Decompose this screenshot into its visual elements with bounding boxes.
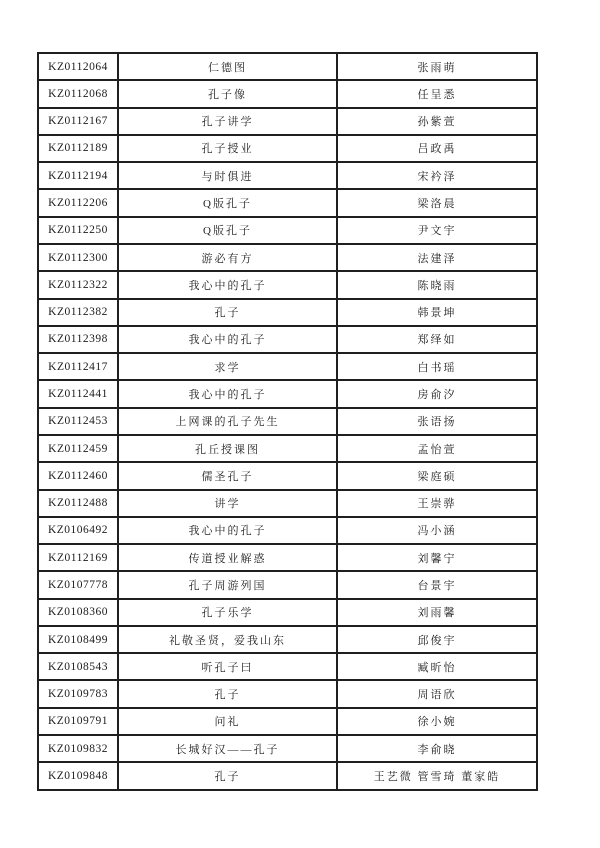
entry-id-cell: KZ0112169 — [38, 544, 118, 571]
title-cell: 孔子乐学 — [118, 599, 337, 626]
title-cell: 礼敬圣贤，爱我山东 — [118, 626, 337, 653]
title-cell: 上网课的孔子先生 — [118, 408, 337, 435]
entry-id-cell: KZ0112068 — [38, 80, 118, 107]
entry-id-cell: KZ0112167 — [38, 108, 118, 135]
title-cell: 儒圣孔子 — [118, 462, 337, 489]
title-cell: 游必有方 — [118, 244, 337, 271]
entry-id-cell: KZ0112189 — [38, 135, 118, 162]
title-cell: 传道授业解惑 — [118, 544, 337, 571]
title-cell: 求学 — [118, 353, 337, 380]
title-cell: 仁德图 — [118, 53, 337, 80]
table-row — [38, 217, 537, 244]
entry-id-cell: KZ0107778 — [38, 571, 118, 598]
author-cell: 梁洛晨 — [337, 189, 537, 216]
table-row — [38, 680, 537, 707]
table-row — [38, 653, 537, 680]
title-cell: 孔子 — [118, 299, 337, 326]
table-row — [38, 135, 537, 162]
entry-id-cell: KZ0112453 — [38, 408, 118, 435]
table-row — [38, 108, 537, 135]
table-row — [38, 435, 537, 462]
author-cell: 王崇骅 — [337, 490, 537, 517]
table-row — [38, 544, 537, 571]
entry-id-cell: KZ0109783 — [38, 680, 118, 707]
author-cell: 法建泽 — [337, 244, 537, 271]
entry-id-cell: KZ0106492 — [38, 517, 118, 544]
table-row — [38, 53, 537, 80]
author-cell: 徐小婉 — [337, 708, 537, 735]
table-row — [38, 490, 537, 517]
table-row — [38, 735, 537, 762]
table-row — [38, 244, 537, 271]
author-cell: 邱俊宇 — [337, 626, 537, 653]
author-cell: 任呈悉 — [337, 80, 537, 107]
table-row — [38, 517, 537, 544]
author-cell: 梁庭硕 — [337, 462, 537, 489]
table-row — [38, 189, 537, 216]
table-row — [38, 162, 537, 189]
author-cell: 刘雨馨 — [337, 599, 537, 626]
author-cell: 冯小涵 — [337, 517, 537, 544]
table-row — [38, 271, 537, 298]
title-cell: 我心中的孔子 — [118, 380, 337, 407]
entry-id-cell: KZ0109832 — [38, 735, 118, 762]
title-cell: 与时俱进 — [118, 162, 337, 189]
title-cell: 孔丘授课图 — [118, 435, 337, 462]
entry-id-cell: KZ0112300 — [38, 244, 118, 271]
entry-id-cell: KZ0112417 — [38, 353, 118, 380]
table-row — [38, 762, 537, 790]
author-cell: 吕政禹 — [337, 135, 537, 162]
entry-id-cell: KZ0112382 — [38, 299, 118, 326]
title-cell: 孔子像 — [118, 80, 337, 107]
author-cell: 王艺微 管雪琦 董家皓 — [337, 762, 537, 790]
title-cell: 孔子讲学 — [118, 108, 337, 135]
table-row — [38, 599, 537, 626]
table-row — [38, 380, 537, 407]
title-cell: Q版孔子 — [118, 189, 337, 216]
entry-id-cell: KZ0108360 — [38, 599, 118, 626]
entry-id-cell: KZ0112398 — [38, 326, 118, 353]
author-cell: 尹文宇 — [337, 217, 537, 244]
author-cell: 陈晓雨 — [337, 271, 537, 298]
author-cell: 郑绎如 — [337, 326, 537, 353]
author-cell: 宋衿泽 — [337, 162, 537, 189]
entry-id-cell: KZ0109848 — [38, 762, 118, 790]
author-cell: 周语欣 — [337, 680, 537, 707]
title-cell: 讲学 — [118, 490, 337, 517]
entry-id-cell: KZ0112441 — [38, 380, 118, 407]
title-cell: 我心中的孔子 — [118, 326, 337, 353]
author-cell: 李俞晓 — [337, 735, 537, 762]
entry-id-cell: KZ0112206 — [38, 189, 118, 216]
author-cell: 孟怡萱 — [337, 435, 537, 462]
title-cell: 孔子授业 — [118, 135, 337, 162]
table-row — [38, 626, 537, 653]
table-row — [38, 299, 537, 326]
author-cell: 张雨萌 — [337, 53, 537, 80]
author-cell: 刘馨宁 — [337, 544, 537, 571]
entry-id-cell: KZ0112322 — [38, 271, 118, 298]
title-cell: 听孔子曰 — [118, 653, 337, 680]
entry-id-cell: KZ0109791 — [38, 708, 118, 735]
title-cell: 我心中的孔子 — [118, 271, 337, 298]
table-row — [38, 462, 537, 489]
author-cell: 房俞汐 — [337, 380, 537, 407]
entry-id-cell: KZ0112250 — [38, 217, 118, 244]
table-row — [38, 326, 537, 353]
title-cell: 我心中的孔子 — [118, 517, 337, 544]
table-row — [38, 408, 537, 435]
author-cell: 臧昕怡 — [337, 653, 537, 680]
author-cell: 张语扬 — [337, 408, 537, 435]
entry-id-cell: KZ0112194 — [38, 162, 118, 189]
table-row — [38, 708, 537, 735]
submission-table — [37, 52, 538, 791]
table-row — [38, 353, 537, 380]
entry-id-cell: KZ0108543 — [38, 653, 118, 680]
entry-id-cell: KZ0112460 — [38, 462, 118, 489]
title-cell: Q版孔子 — [118, 217, 337, 244]
table-body — [38, 53, 537, 790]
entry-id-cell: KZ0112488 — [38, 490, 118, 517]
title-cell: 孔子周游列国 — [118, 571, 337, 598]
table-row — [38, 571, 537, 598]
author-cell: 台景宇 — [337, 571, 537, 598]
title-cell: 孔子 — [118, 680, 337, 707]
table-row — [38, 80, 537, 107]
author-cell: 白书瑶 — [337, 353, 537, 380]
author-cell: 孙紫萱 — [337, 108, 537, 135]
entry-id-cell: KZ0108499 — [38, 626, 118, 653]
entry-id-cell: KZ0112459 — [38, 435, 118, 462]
entry-id-cell: KZ0112064 — [38, 53, 118, 80]
title-cell: 问礼 — [118, 708, 337, 735]
author-cell: 韩景坤 — [337, 299, 537, 326]
title-cell: 孔子 — [118, 762, 337, 790]
title-cell: 长城好汉——孔子 — [118, 735, 337, 762]
